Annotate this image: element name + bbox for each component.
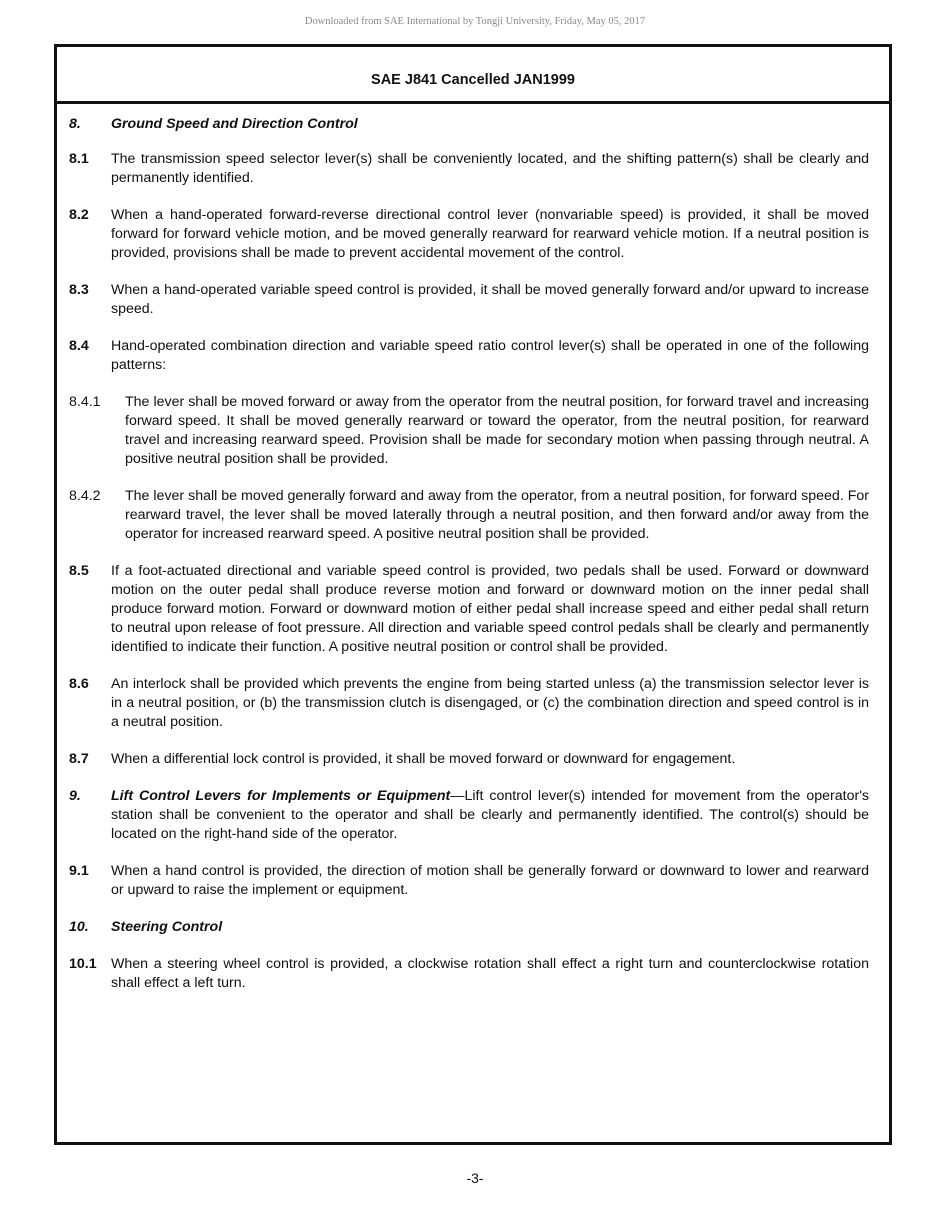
- clause-text: When a hand-operated forward-reverse directional control lever (nonvariable speed) is provided, it shall be moved forward for forward vehicle motion, and be moved generally rearward for rearward vehicle motion. If a neutral position is provided, provisions shall be made to prevent accidental movement of the control.: [111, 207, 869, 261]
- clause-number: 8.4.2: [69, 488, 101, 504]
- clause-8-1: [69, 150, 869, 188]
- page-number: -3-: [466, 1170, 484, 1186]
- clause-number: 8.5: [69, 563, 89, 579]
- clause-8-7: [69, 750, 869, 769]
- clause-text: When a hand-operated variable speed control is provided, it shall be moved generally forward and/or upward to increase speed.: [111, 282, 869, 317]
- section-number: 10.: [69, 919, 89, 935]
- em-dash: —: [450, 788, 465, 804]
- download-watermark: Downloaded from SAE International by Tongji University, Friday, May 05, 2017: [304, 16, 646, 27]
- clause-number: 8.6: [69, 676, 89, 692]
- clause-text: The transmission speed selector lever(s) shall be conveniently located, and the shifting pattern(s) shall be clearly and permanently identified.: [111, 151, 869, 186]
- section-9: [69, 787, 869, 844]
- clause-8-4-2: [69, 487, 869, 544]
- clause-8-4-1: [69, 393, 869, 469]
- clause-8-4: [69, 337, 869, 375]
- clause-number: 8.1: [69, 151, 89, 167]
- clause-text: When a differential lock control is provided, it shall be moved forward or downward for engagement.: [111, 751, 736, 767]
- clause-8-5: [69, 562, 869, 657]
- clause-10-1: [69, 955, 869, 993]
- clause-number: 8.4.1: [69, 394, 101, 410]
- clause-text: Hand-operated combination direction and variable speed ratio control lever(s) shall be operated in one of the following patterns:: [111, 338, 869, 373]
- clause-8-6: [69, 675, 869, 732]
- clause-text: If a foot-actuated directional and variable speed control is provided, two pedals shall be used. Forward or downward motion on the outer pedal shall produce reverse motion and forward or downward motion on the inner pedal shall produce forward motion. Forward or downward motion of either pedal shall increase speed and either pedal shall return to neutral upon release of foot pressure. All direction and variable speed control pedals shall be clearly and permanently identified to indicate their function. A positive neutral position or control shall be provided.: [111, 563, 869, 655]
- section-text: Lift control lever(s) intended for movement from the operator's station shall be convenient to the operator and shall be clearly and permanently identified. The control(s) should be located on the right-hand side of the operator.: [111, 788, 869, 842]
- clause-text: The lever shall be moved forward or away from the operator from the neutral position, for forward travel and increasing forward speed. It shall be moved generally rearward or toward the operator, from the neutral position, for rearward travel and increasing rearward speed. Provision shall be made for secondary motion when passing through neutral. A positive neutral position shall be provided.: [125, 394, 869, 467]
- section-number: 8.: [69, 116, 81, 132]
- clause-8-2: [69, 206, 869, 263]
- section-8-heading: [69, 115, 869, 134]
- clause-number: 8.4: [69, 338, 89, 354]
- section-number: 9.: [69, 788, 81, 804]
- clause-text: The lever shall be moved generally forward and away from the operator, from a neutral position, for forward speed. For rearward travel, the lever shall be moved laterally through a neutral position, and then forward and/or away from the operator for increased rearward speed. A positive neutral position shall be provided.: [125, 488, 869, 542]
- clause-8-3: [69, 281, 869, 319]
- section-title: Lift Control Levers for Implements or Equipment: [111, 788, 451, 804]
- clause-9-1: [69, 862, 869, 900]
- document-body: [69, 115, 869, 1011]
- section-10-heading: [69, 918, 869, 937]
- section-title: Ground Speed and Direction Control: [111, 116, 358, 132]
- page-frame: [54, 44, 892, 1145]
- clause-number: 10.1: [69, 956, 97, 972]
- document-title: SAE J841 Cancelled JAN1999: [371, 72, 575, 88]
- clause-text: When a hand control is provided, the direction of motion shall be generally forward or downward to lower and rearward or upward to raise the implement or equipment.: [111, 863, 869, 898]
- section-paragraph: [111, 787, 869, 844]
- clause-text: When a steering wheel control is provided, a clockwise rotation shall effect a right turn and counterclockwise rotation shall effect a left turn.: [111, 956, 869, 991]
- header-band: [57, 47, 889, 104]
- clause-number: 8.3: [69, 282, 89, 298]
- clause-text: An interlock shall be provided which prevents the engine from being started unless (a) the transmission selector lever is in a neutral position, or (b) the transmission clutch is disengaged, or (c) the combination direction and speed control is in a neutral position.: [111, 676, 869, 730]
- section-title: Steering Control: [111, 919, 223, 935]
- clause-number: 9.1: [69, 863, 89, 879]
- clause-number: 8.2: [69, 207, 89, 223]
- clause-number: 8.7: [69, 751, 89, 767]
